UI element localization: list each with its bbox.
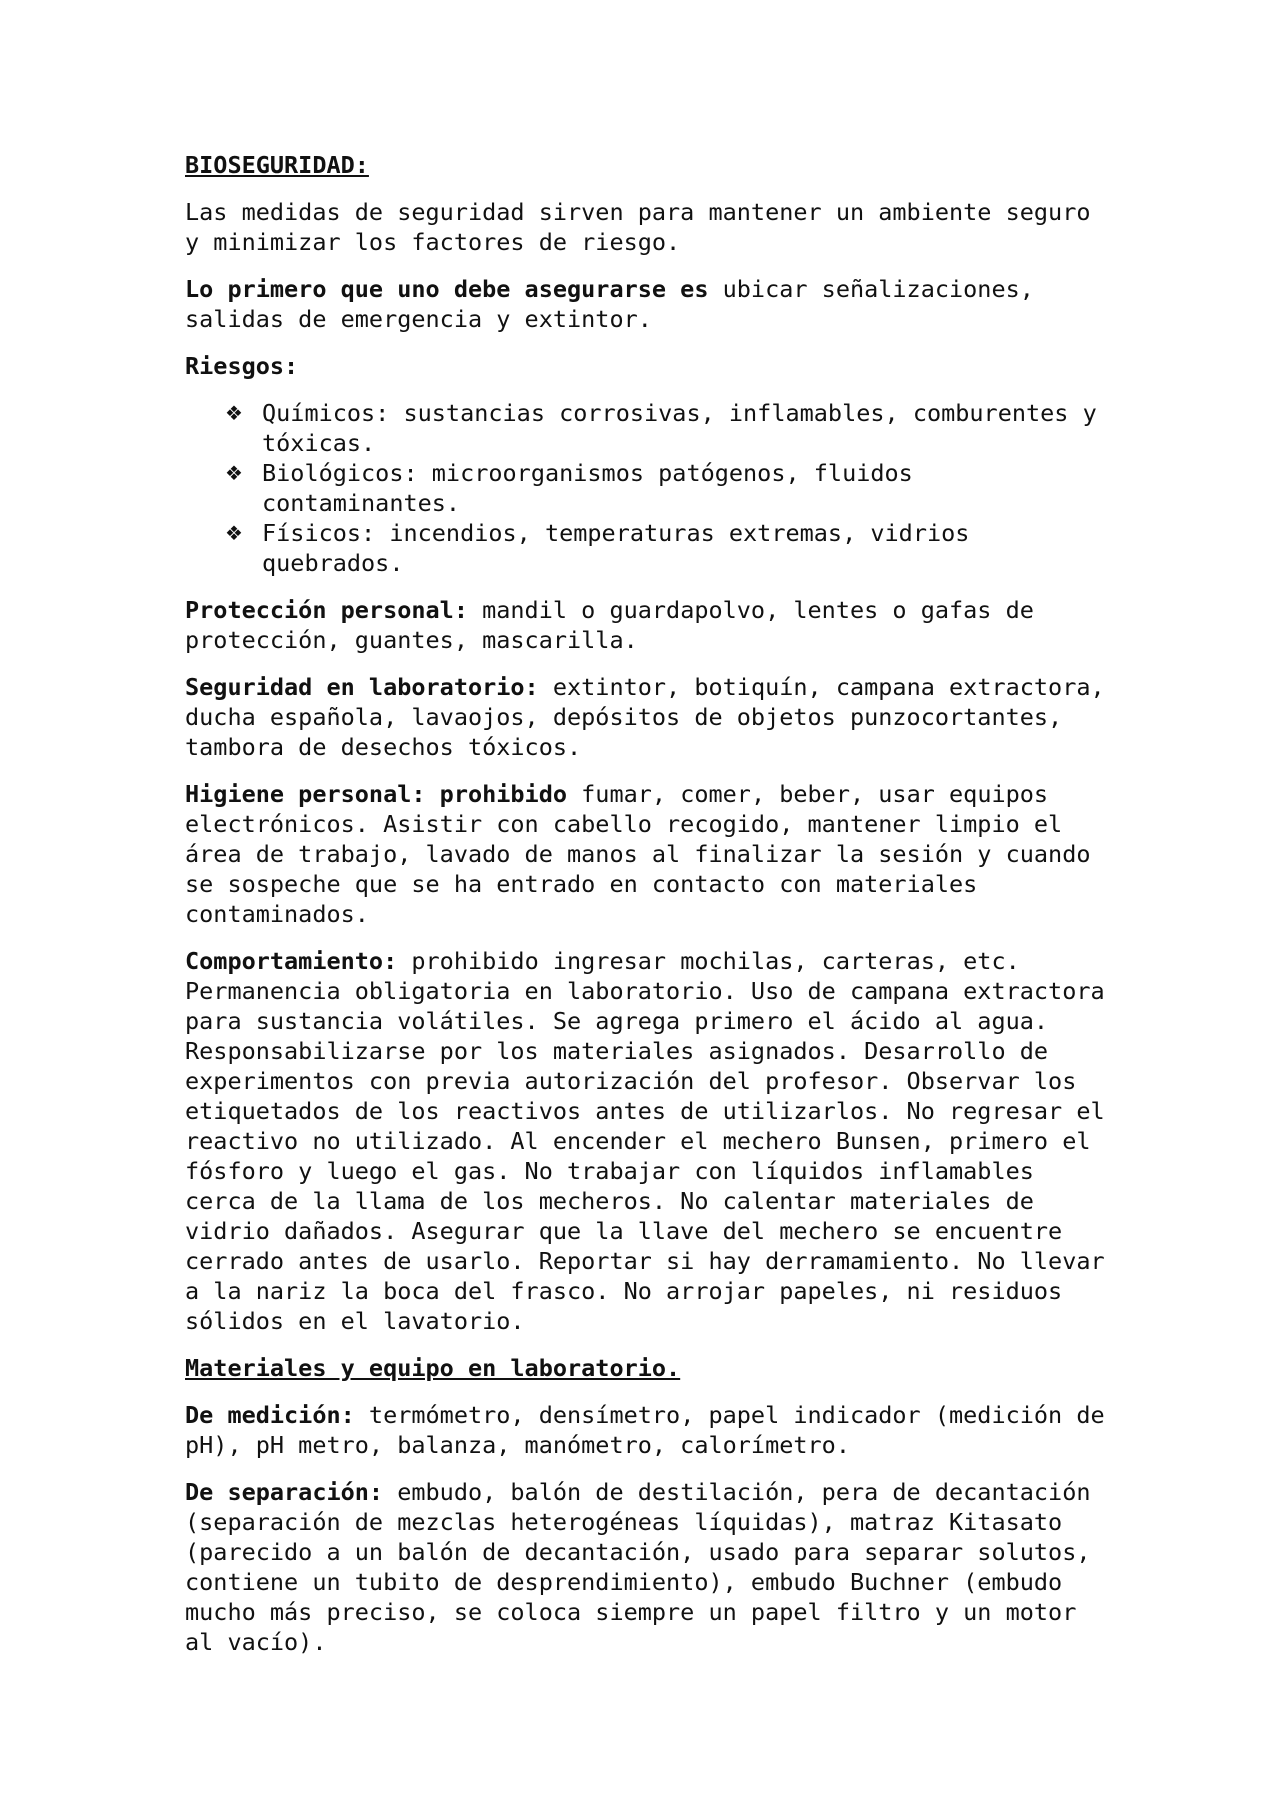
list-item-text: Físicos: incendios, temperaturas extremas, vidrios quebrados. <box>262 519 970 577</box>
higiene-text: fumar, comer, beber, usar equipos electrónicos. Asistir con cabello recogido, mantener limpio el área de trabajo, lavado de manos al finalizar la sesión y cuando se sospeche que se ha entrado en contacto con materiales contaminados. <box>185 780 1091 928</box>
list-item-text: Químicos: sustancias corrosivas, inflamables, comburentes y tóxicas. <box>262 399 1097 457</box>
materiales-title: Materiales y equipo en laboratorio. <box>185 1354 681 1382</box>
medicion-label: De medición: <box>185 1401 355 1429</box>
riesgos-list <box>185 398 1115 578</box>
seguridad-label: Seguridad en laboratorio: <box>185 673 539 701</box>
diamond-bullet-icon: ❖ <box>225 401 243 425</box>
list-item <box>225 518 1115 578</box>
first-check-text: ubicar señalizaciones, salidas de emergencia y extintor. <box>185 275 1034 333</box>
diamond-bullet-icon: ❖ <box>225 521 243 545</box>
proteccion-text: mandil o guardapolvo, lentes o gafas de protección, guantes, mascarilla. <box>185 596 1034 654</box>
document-page <box>185 150 1115 1674</box>
seguridad-text: extintor, botiquín, campana extractora, ducha española, lavaojos, depósitos de objetos punzocortantes, tambora de desechos tóxicos. <box>185 673 1105 761</box>
seguridad-paragraph <box>185 672 1115 762</box>
list-item <box>225 398 1115 458</box>
higiene-paragraph <box>185 779 1115 929</box>
list-item <box>225 458 1115 518</box>
diamond-bullet-icon: ❖ <box>225 461 243 485</box>
separacion-paragraph <box>185 1477 1115 1657</box>
comportamiento-text: prohibido ingresar mochilas, carteras, etc. Permanencia obligatoria en laboratorio. Uso de campana extractora para sustancia volátiles. Se agrega primero el ácido al agua. Responsabilizarse por los materiales asignados. Desarrollo de experimentos con previa autorización del profesor. Observar los etiquetados de los reactivos antes de utilizarlos. No regresar el reactivo no utilizado. Al encender el mechero Bunsen, primero el fósforo y luego el gas. No trabajar con líquidos inflamables cerca de la llama de los mecheros. No calentar materiales de vidrio dañados. Asegurar que la llave del mechero se encuentre cerrado antes de usarlo. Reportar si hay derramamiento. No llevar a la nariz la boca del frasco. No arrojar papeles, ni residuos sólidos en el lavatorio. <box>185 947 1105 1335</box>
higiene-label: Higiene personal: prohibido <box>185 780 568 808</box>
medicion-text: termómetro, densímetro, papel indicador (medición de pH), pH metro, balanza, manómetro, calorímetro. <box>185 1401 1105 1459</box>
comportamiento-paragraph <box>185 946 1115 1336</box>
list-item-text: Biológicos: microorganismos patógenos, fluidos contaminantes. <box>262 459 913 517</box>
first-check-paragraph <box>185 274 1115 334</box>
proteccion-paragraph <box>185 595 1115 655</box>
separacion-label: De separación: <box>185 1478 384 1506</box>
first-check-label: Lo primero que uno debe asegurarse es <box>185 275 709 303</box>
riesgos-heading: Riesgos: <box>185 352 299 380</box>
separacion-text: embudo, balón de destilación, pera de decantación (separación de mezclas heterogéneas líquidas), matraz Kitasato (parecido a un balón de decantación, usado para separar solutos, contiene un tubito de desprendimiento), embudo Buchner (embudo mucho más preciso, se coloca siempre un papel filtro y un motor al vacío). <box>185 1478 1091 1656</box>
proteccion-label: Protección personal: <box>185 596 468 624</box>
intro-paragraph: Las medidas de seguridad sirven para mantener un ambiente seguro y minimizar los factores de riesgo. <box>185 198 1091 256</box>
comportamiento-label: Comportamiento: <box>185 947 398 975</box>
document-title: BIOSEGURIDAD: <box>185 151 369 179</box>
medicion-paragraph <box>185 1400 1115 1460</box>
